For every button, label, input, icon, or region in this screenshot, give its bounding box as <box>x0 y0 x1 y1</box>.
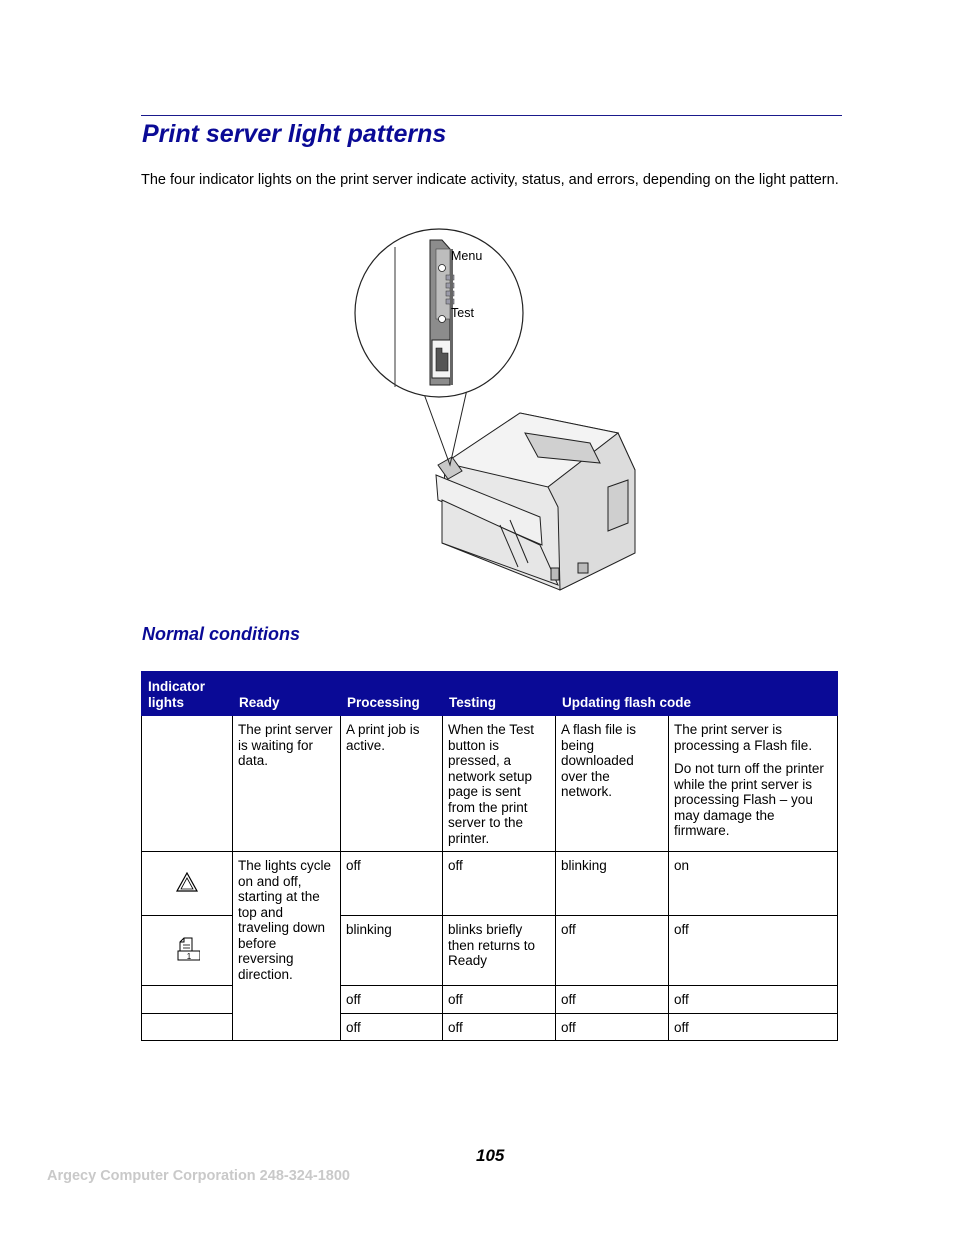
test-label: Test <box>451 306 474 320</box>
indicator-cell <box>142 986 233 1014</box>
cell-processing: blinking <box>341 916 443 986</box>
cell-processing: off <box>341 852 443 916</box>
cell-updating-left: blinking <box>556 852 669 916</box>
cell-updating-left: off <box>556 1013 669 1041</box>
cell-testing: off <box>443 852 556 916</box>
footer-company: Argecy Computer Corporation 248-324-1800 <box>47 1168 350 1184</box>
header-processing: Processing <box>341 672 443 716</box>
cell-updating-right: off <box>669 916 838 986</box>
cell-testing: blinks briefly then returns to Ready <box>443 916 556 986</box>
description-updating-right <box>669 716 838 852</box>
cell-processing: off <box>341 986 443 1014</box>
description-row <box>142 716 838 852</box>
table-header-row <box>142 672 838 716</box>
title-rule <box>141 115 842 116</box>
cell-testing: off <box>443 1013 556 1041</box>
warning-triangle-icon <box>176 872 198 892</box>
updating-note-1: The print server is processing a Flash file. <box>674 722 813 753</box>
cell-updating-right: off <box>669 986 838 1014</box>
paper-jam-icon <box>174 936 200 962</box>
description-indicator-cell <box>142 716 233 852</box>
printer-body <box>436 413 635 590</box>
indicator-cell <box>142 852 233 916</box>
printer-illustration <box>350 225 645 595</box>
header-testing: Testing <box>443 672 556 716</box>
section-title: Normal conditions <box>142 624 301 644</box>
page-title: Print server light patterns <box>142 120 447 148</box>
updating-note-2: Do not turn off the printer while the print server is processing Flash – you may damage the firmware. <box>674 761 824 838</box>
header-indicator: Indicator lights <box>142 672 233 716</box>
intro-paragraph: The four indicator lights on the print server indicate activity, status, and errors, depending on the light pattern. <box>141 172 839 188</box>
description-ready: The print server is waiting for data. <box>233 716 341 852</box>
cell-updating-right: on <box>669 852 838 916</box>
description-updating-left: A flash file is being downloaded over the network. <box>556 716 669 852</box>
indicator-cell <box>142 916 233 986</box>
indicator-cell <box>142 1013 233 1041</box>
menu-label: Menu <box>451 249 483 263</box>
cell-processing: off <box>341 1013 443 1041</box>
description-testing: When the Test button is pressed, a network setup page is sent from the print server to the printer. <box>443 716 556 852</box>
paper-jam-icon-label: 1 <box>186 952 192 962</box>
description-processing: A print job is active. <box>341 716 443 852</box>
light-patterns-table <box>141 671 838 1041</box>
ready-pattern: The lights cycle on and off, starting at the top and traveling down before reversing direction. <box>233 852 341 1041</box>
page-number: 105 <box>476 1146 505 1165</box>
table-row <box>142 852 838 916</box>
cell-updating-left: off <box>556 986 669 1014</box>
header-ready: Ready <box>233 672 341 716</box>
cell-testing: off <box>443 986 556 1014</box>
cell-updating-left: off <box>556 916 669 986</box>
cell-updating-right: off <box>669 1013 838 1041</box>
header-updating: Updating flash code <box>556 672 838 716</box>
